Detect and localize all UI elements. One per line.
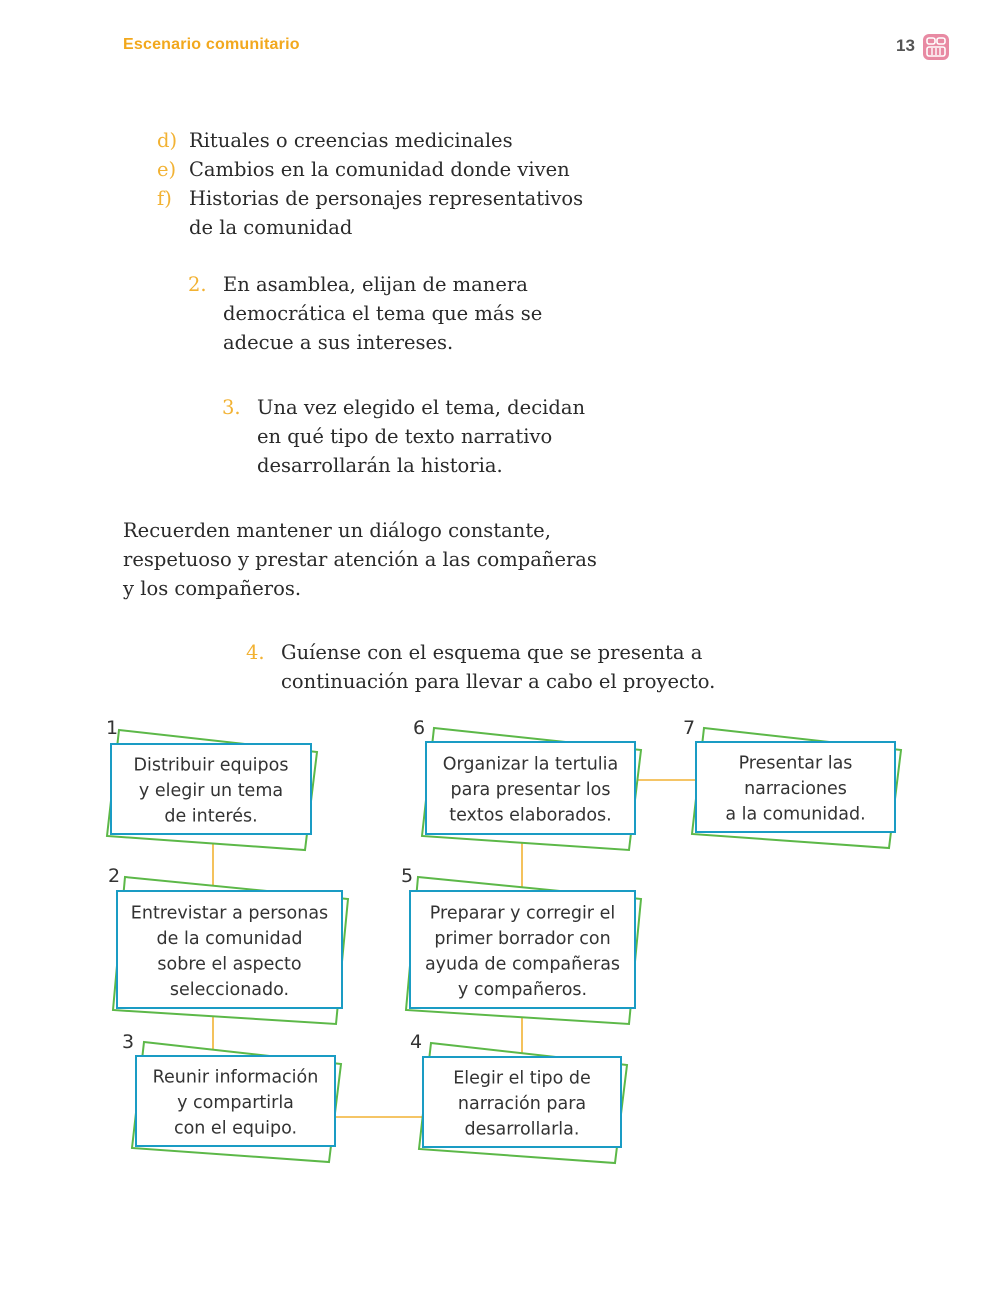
step-line: en qué tipo de texto narrativo xyxy=(257,425,553,448)
step-line: Guíense con el esquema que se presenta a xyxy=(281,641,703,664)
list-marker: e) xyxy=(157,158,177,181)
step-card-text: narración para xyxy=(457,1094,587,1115)
step-card-text: y compartirla xyxy=(177,1093,294,1114)
step-card-text: Preparar y corregir el xyxy=(429,903,616,924)
page-number: 13 xyxy=(896,36,915,55)
step-line: Una vez elegido el tema, decidan xyxy=(257,396,586,419)
step-card-text: sobre el aspecto xyxy=(157,954,302,975)
step-card-text: de la comunidad xyxy=(156,928,303,949)
step-card-number: 3 xyxy=(122,1031,135,1053)
step-number: 3. xyxy=(222,396,241,419)
step-card-number: 6 xyxy=(413,717,426,739)
step-card-text: Distribuir equipos xyxy=(133,755,289,776)
step-card-4 xyxy=(410,1031,627,1163)
step-card-text: desarrollarla. xyxy=(464,1119,580,1140)
step-card-text: Reunir información xyxy=(152,1067,319,1088)
step-card-text: Entrevistar a personas xyxy=(130,903,329,924)
list-item-text: de la comunidad xyxy=(189,216,353,239)
step-card-number: 7 xyxy=(683,717,696,739)
diagram-boxes xyxy=(106,717,901,1163)
step-card-number: 4 xyxy=(410,1031,423,1053)
reminder-line: respetuoso y prestar atención a las compañeras xyxy=(123,548,597,571)
step-card-text: para presentar los xyxy=(450,780,611,801)
step-card-text: seleccionado. xyxy=(169,979,290,1000)
reminder-line: Recuerden mantener un diálogo constante, xyxy=(123,519,551,542)
step-card-number: 2 xyxy=(108,865,121,887)
list-marker: d) xyxy=(157,129,178,152)
project-flow-diagram xyxy=(0,700,986,1180)
step-card-text: narraciones xyxy=(744,779,847,800)
step-card-text: a la comunidad. xyxy=(725,804,866,825)
step-card-text: con el equipo. xyxy=(173,1118,298,1139)
section-title: Escenario comunitario xyxy=(123,36,300,53)
reminder-line: y los compañeros. xyxy=(123,577,302,600)
step-card-text: de interés. xyxy=(164,806,258,827)
step-card-3 xyxy=(122,1031,341,1162)
step-card-2 xyxy=(108,865,348,1024)
step-card-text: primer borrador con xyxy=(434,928,611,949)
step-line: adecue a sus intereses. xyxy=(223,331,454,354)
step-card-text: Organizar la tertulia xyxy=(442,754,619,775)
step-card-number: 5 xyxy=(401,865,414,887)
step-card-5 xyxy=(401,865,641,1024)
step-card-text: y elegir un tema xyxy=(138,781,284,802)
step-number: 4. xyxy=(246,641,265,664)
list-marker: f) xyxy=(157,187,172,210)
community-glyph-icon xyxy=(922,33,950,61)
list-item-text: Cambios en la comunidad donde viven xyxy=(189,158,570,181)
step-card-6 xyxy=(413,717,641,850)
step-line: desarrollarán la historia. xyxy=(257,454,503,477)
step-card-1 xyxy=(106,717,317,850)
step-card-text: Presentar las xyxy=(738,753,853,774)
step-card-text: y compañeros. xyxy=(457,979,588,1000)
step-card-7 xyxy=(683,717,901,848)
step-card-text: ayuda de compañeras xyxy=(424,954,621,975)
step-card-text: Elegir el tipo de xyxy=(453,1068,591,1089)
step-number: 2. xyxy=(188,273,207,296)
step-card-text: textos elaborados. xyxy=(449,805,612,826)
step-card-number: 1 xyxy=(106,717,119,739)
step-line: democrática el tema que más se xyxy=(223,302,543,325)
step-line: continuación para llevar a cabo el proyecto. xyxy=(281,670,716,693)
list-item-text: Rituales o creencias medicinales xyxy=(189,129,513,152)
list-item-text: Historias de personajes representativos xyxy=(189,187,584,210)
step-line: En asamblea, elijan de manera xyxy=(223,273,528,296)
